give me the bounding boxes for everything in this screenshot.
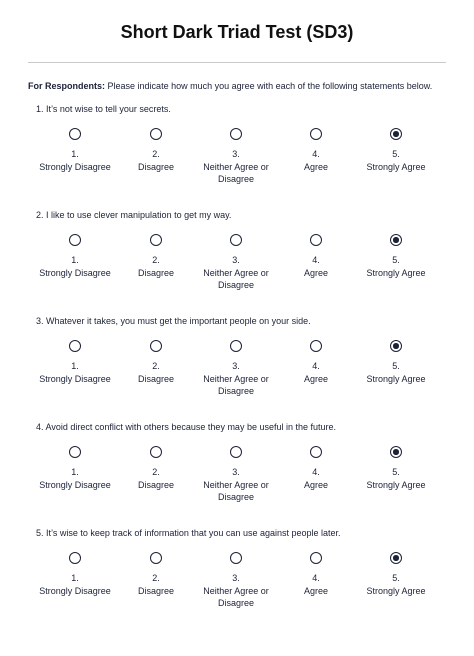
- radio-button[interactable]: [69, 552, 81, 564]
- option-label: [271, 148, 361, 173]
- option-number: 4.: [312, 467, 320, 477]
- radio-button[interactable]: [310, 128, 322, 140]
- option-number: 4.: [312, 255, 320, 265]
- option-text: Disagree: [137, 585, 175, 596]
- option-disagree[interactable]: [111, 446, 201, 491]
- option-agree[interactable]: [271, 234, 361, 279]
- radio-button[interactable]: [150, 128, 162, 140]
- option-label: [111, 466, 201, 491]
- option-label: [351, 254, 441, 279]
- option-number: 5.: [392, 467, 400, 477]
- instructions: [28, 81, 448, 92]
- option-number: 2.: [152, 149, 160, 159]
- option-number: 2.: [152, 573, 160, 583]
- option-text: Strongly Disagree: [39, 585, 111, 596]
- option-text: Neither Agree or Disagree: [203, 373, 269, 396]
- option-label: [351, 148, 441, 173]
- question-1: [36, 104, 446, 208]
- option-text: Agree: [303, 267, 329, 278]
- radio-button[interactable]: [310, 552, 322, 564]
- option-label: [351, 572, 441, 597]
- radio-button[interactable]: [150, 340, 162, 352]
- option-text: Strongly Disagree: [39, 161, 111, 172]
- option-strongly-disagree[interactable]: [30, 446, 120, 491]
- divider: [28, 62, 446, 63]
- option-disagree[interactable]: [111, 234, 201, 279]
- option-number: 1.: [71, 149, 79, 159]
- option-agree[interactable]: [271, 340, 361, 385]
- option-text: Disagree: [137, 373, 175, 384]
- option-text: Disagree: [137, 479, 175, 490]
- option-text: Neither Agree or Disagree: [203, 585, 269, 608]
- option-agree[interactable]: [271, 552, 361, 597]
- radio-button[interactable]: [230, 552, 242, 564]
- option-label: [111, 148, 201, 173]
- option-label: [351, 466, 441, 491]
- option-text: Strongly Disagree: [39, 373, 111, 384]
- option-label: [191, 148, 281, 186]
- option-strongly-disagree[interactable]: [30, 552, 120, 597]
- radio-button[interactable]: [150, 552, 162, 564]
- question-text: 3. Whatever it takes, you must get the important people on your side.: [36, 316, 311, 326]
- option-text: Neither Agree or Disagree: [203, 267, 269, 290]
- option-label: [271, 360, 361, 385]
- option-number: 3.: [232, 255, 240, 265]
- option-number: 5.: [392, 149, 400, 159]
- option-label: [271, 466, 361, 491]
- option-text: Strongly Agree: [366, 585, 426, 596]
- option-text: Agree: [303, 479, 329, 490]
- question-text: 5. It’s wise to keep track of information that you can use against people later.: [36, 528, 341, 538]
- option-number: 2.: [152, 467, 160, 477]
- option-neither[interactable]: [191, 340, 281, 398]
- option-label: [351, 360, 441, 385]
- option-text: Strongly Agree: [366, 479, 426, 490]
- option-label: [271, 254, 361, 279]
- option-label: [111, 254, 201, 279]
- option-number: 1.: [71, 573, 79, 583]
- option-neither[interactable]: [191, 128, 281, 186]
- option-strongly-agree[interactable]: [351, 128, 441, 173]
- option-label: [191, 254, 281, 292]
- option-strongly-agree[interactable]: [351, 446, 441, 491]
- option-text: Strongly Agree: [366, 267, 426, 278]
- question-text: 2. I like to use clever manipulation to get my way.: [36, 210, 232, 220]
- option-label: [30, 148, 120, 173]
- question-text: 1. It’s not wise to tell your secrets.: [36, 104, 171, 114]
- radio-button[interactable]: [230, 446, 242, 458]
- option-label: [30, 572, 120, 597]
- question-4: [36, 422, 446, 526]
- radio-button-selected[interactable]: [390, 128, 402, 140]
- option-neither[interactable]: [191, 234, 281, 292]
- option-label: [271, 572, 361, 597]
- radio-button-selected[interactable]: [390, 446, 402, 458]
- option-text: Agree: [303, 585, 329, 596]
- radio-button[interactable]: [69, 340, 81, 352]
- option-label: [30, 254, 120, 279]
- radio-button-selected[interactable]: [390, 340, 402, 352]
- option-text: Neither Agree or Disagree: [203, 161, 269, 184]
- option-number: 4.: [312, 149, 320, 159]
- option-label: [191, 360, 281, 398]
- option-neither[interactable]: [191, 552, 281, 610]
- option-text: Agree: [303, 373, 329, 384]
- option-text: Strongly Disagree: [39, 267, 111, 278]
- radio-button[interactable]: [230, 128, 242, 140]
- option-number: 3.: [232, 149, 240, 159]
- option-number: 1.: [71, 361, 79, 371]
- radio-button[interactable]: [69, 234, 81, 246]
- radio-button[interactable]: [150, 446, 162, 458]
- question-text: 4. Avoid direct conflict with others because they may be useful in the future.: [36, 422, 337, 432]
- option-label: [30, 360, 120, 385]
- option-disagree[interactable]: [111, 552, 201, 597]
- option-number: 3.: [232, 361, 240, 371]
- radio-button[interactable]: [69, 128, 81, 140]
- question-3: [36, 316, 446, 420]
- option-text: Strongly Agree: [366, 373, 426, 384]
- radio-button[interactable]: [230, 340, 242, 352]
- radio-button-selected[interactable]: [390, 552, 402, 564]
- radio-button[interactable]: [310, 340, 322, 352]
- option-neither[interactable]: [191, 446, 281, 504]
- option-text: Disagree: [137, 267, 175, 278]
- option-strongly-disagree[interactable]: [30, 128, 120, 173]
- option-label: [191, 466, 281, 504]
- option-text: Strongly Disagree: [39, 479, 111, 490]
- option-text: Disagree: [137, 161, 175, 172]
- option-number: 2.: [152, 361, 160, 371]
- radio-button[interactable]: [310, 234, 322, 246]
- option-strongly-disagree[interactable]: [30, 234, 120, 279]
- radio-button[interactable]: [310, 446, 322, 458]
- option-strongly-agree[interactable]: [351, 340, 441, 385]
- page-title: Short Dark Triad Test (SD3): [120, 22, 354, 42]
- question-2: [36, 210, 446, 314]
- option-number: 1.: [71, 255, 79, 265]
- option-strongly-agree[interactable]: [351, 234, 441, 279]
- question-5: [36, 528, 446, 632]
- instructions-label: For Respondents:: [28, 81, 106, 91]
- option-label: [111, 360, 201, 385]
- option-number: 5.: [392, 361, 400, 371]
- instructions-text: Please indicate how much you agree with each of the following statements below.: [107, 81, 433, 91]
- option-number: 3.: [232, 573, 240, 583]
- radio-button[interactable]: [230, 234, 242, 246]
- option-label: [111, 572, 201, 597]
- option-strongly-disagree[interactable]: [30, 340, 120, 385]
- option-text: Strongly Agree: [366, 161, 426, 172]
- option-disagree[interactable]: [111, 128, 201, 173]
- option-number: 4.: [312, 361, 320, 371]
- radio-button[interactable]: [69, 446, 81, 458]
- option-number: 4.: [312, 573, 320, 583]
- option-strongly-agree[interactable]: [351, 552, 441, 597]
- option-number: 3.: [232, 467, 240, 477]
- option-label: [30, 466, 120, 491]
- option-agree[interactable]: [271, 128, 361, 173]
- option-number: 5.: [392, 255, 400, 265]
- option-text: Agree: [303, 161, 329, 172]
- radio-button[interactable]: [150, 234, 162, 246]
- option-number: 1.: [71, 467, 79, 477]
- option-number: 2.: [152, 255, 160, 265]
- option-number: 5.: [392, 573, 400, 583]
- option-label: [191, 572, 281, 610]
- radio-button-selected[interactable]: [390, 234, 402, 246]
- option-agree[interactable]: [271, 446, 361, 491]
- option-text: Neither Agree or Disagree: [203, 479, 269, 502]
- option-disagree[interactable]: [111, 340, 201, 385]
